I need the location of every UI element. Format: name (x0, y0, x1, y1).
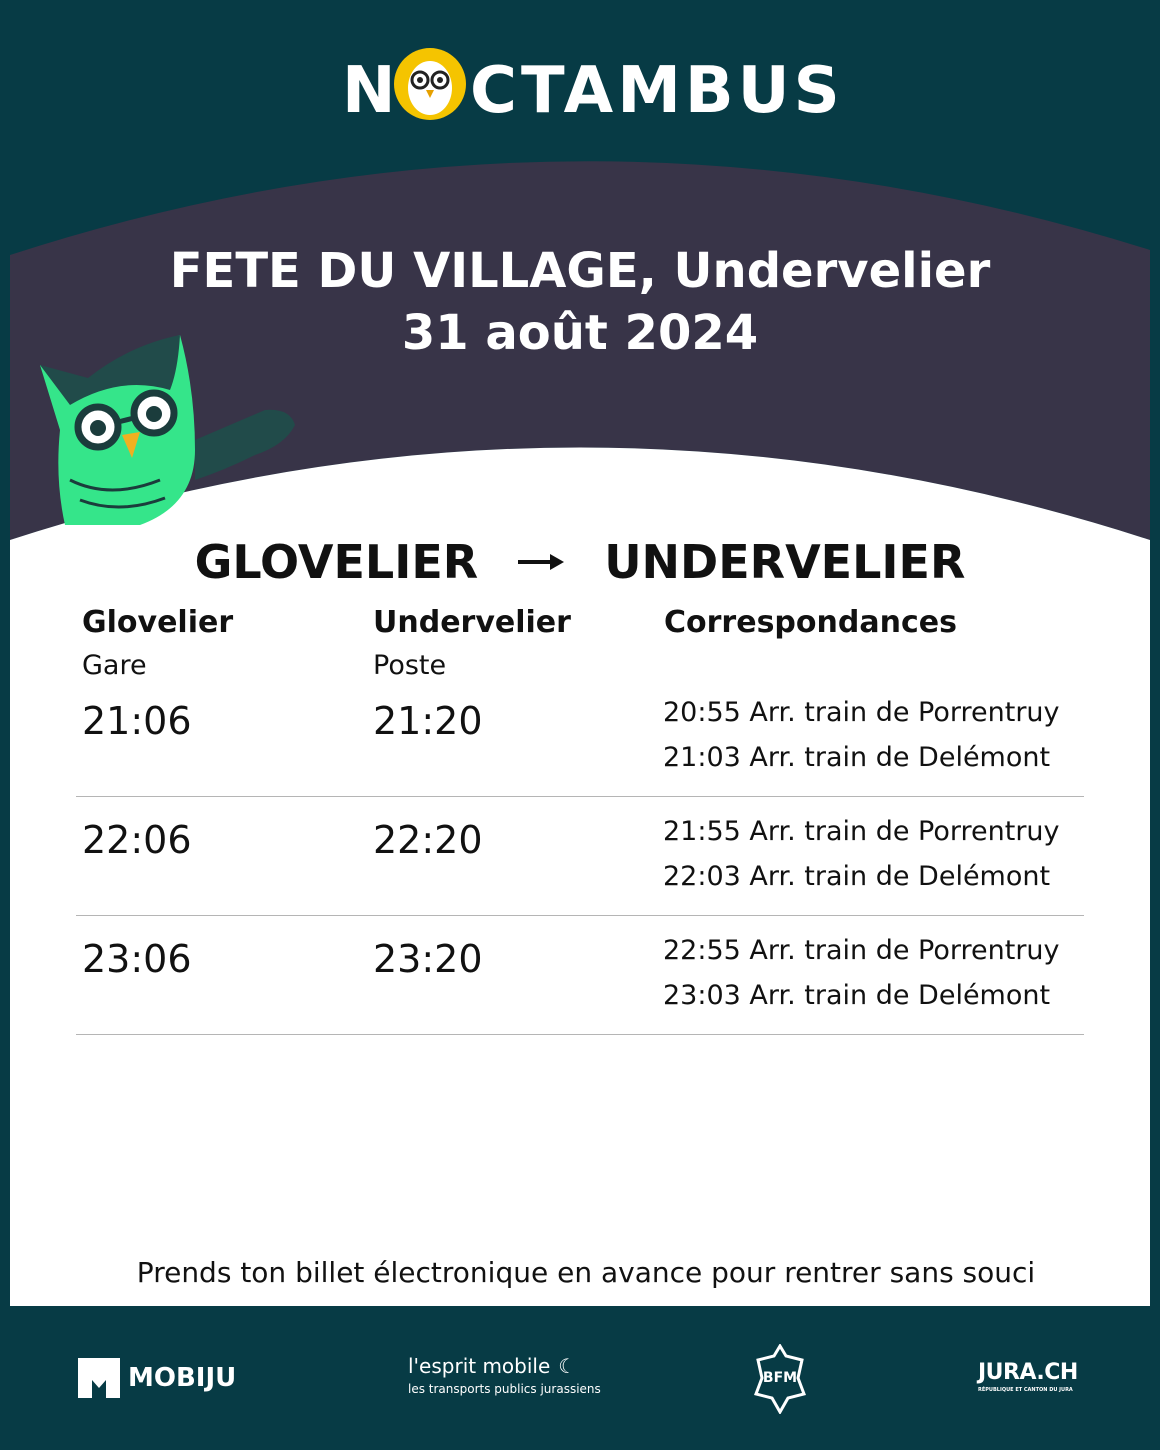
esprit-mobile-logo (408, 1354, 608, 1396)
arrival-time: 21:20 (373, 699, 483, 743)
connection-line: 22:55 Arr. train de Porrentruy (663, 935, 1060, 966)
svg-text:N: N (342, 54, 396, 128)
moon-icon: ☾ (558, 1354, 577, 1378)
connection-line: 22:03 Arr. train de Delémont (663, 861, 1051, 892)
departure-time: 23:06 (82, 937, 192, 981)
arrow-right-icon (518, 552, 564, 572)
route-header (0, 532, 1160, 592)
esprit-mobile-label: l'esprit mobile (408, 1354, 551, 1378)
departure-time: 22:06 (82, 818, 192, 862)
table-row (76, 796, 1084, 916)
owl-mascot-icon (30, 330, 320, 530)
esprit-mobile-subtitle: les transports publics jurassiens (408, 1382, 601, 1396)
connection-line: 21:55 Arr. train de Porrentruy (663, 816, 1060, 847)
table-row (76, 915, 1084, 1035)
jura-ch-subtitle: RÉPUBLIQUE ET CANTON DU JURA (978, 1387, 1073, 1393)
mobiju-logo (78, 1358, 236, 1398)
table-row (76, 677, 1084, 797)
connection-line: 21:03 Arr. train de Delémont (663, 742, 1051, 773)
bfm-emblem-icon (752, 1344, 808, 1414)
column-header-connections: Correspondances (664, 605, 957, 640)
connection-line: 20:55 Arr. train de Porrentruy (663, 697, 1060, 728)
arrival-time: 22:20 (373, 818, 483, 862)
route-to: UNDERVELIER (604, 535, 966, 589)
column-subheader-departure: Gare (82, 650, 147, 681)
connection-line: 23:03 Arr. train de Delémont (663, 980, 1051, 1011)
mobiju-label: MOBIJU (128, 1363, 237, 1393)
jura-ch-logo (978, 1360, 1078, 1393)
mobiju-m-icon (78, 1358, 120, 1398)
svg-text:CTAMBUS: CTAMBUS (470, 54, 844, 128)
event-date: 31 août 2024 (401, 305, 759, 361)
partner-logos (0, 1340, 1160, 1420)
jura-ch-label: JURA.CH (978, 1360, 1078, 1385)
column-header-arrival: Undervelier (373, 605, 571, 640)
event-title: FETE DU VILLAGE, Undervelier (169, 243, 991, 299)
column-header-departure: Glovelier (82, 605, 234, 640)
arrival-time: 23:20 (373, 937, 483, 981)
bfm-logo (752, 1344, 808, 1418)
column-subheader-arrival: Poste (373, 650, 447, 681)
departure-time: 21:06 (82, 699, 192, 743)
ticket-note: Prends ton billet électronique en avance pour rentrer sans souci (136, 1256, 1036, 1289)
noctambus-logo (0, 40, 1160, 130)
bfm-label: BFM (762, 1370, 798, 1386)
route-from: GLOVELIER (194, 535, 479, 589)
